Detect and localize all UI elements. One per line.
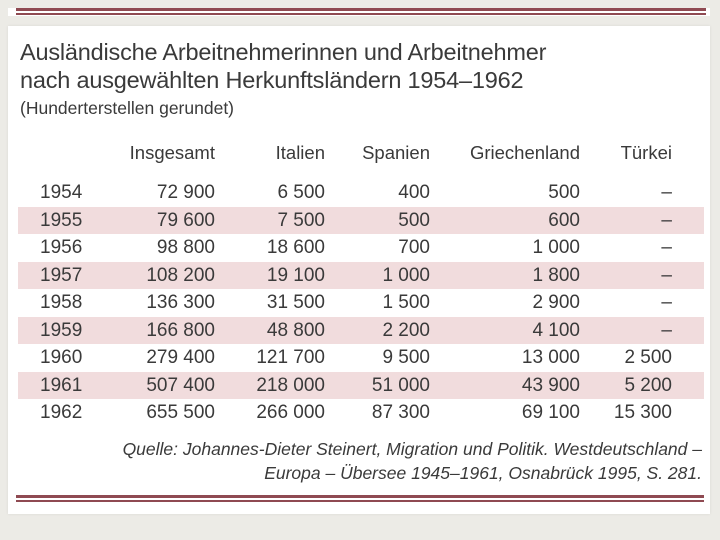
year-cell: 1957 [40,264,83,286]
italien-cell: 121 700 [256,347,325,368]
insgesamt-cell: 279 400 [146,347,215,368]
source-line-1: Quelle: Johannes-Dieter Steinert, Migration und Politik. Westdeutschland – [122,439,702,459]
insgesamt-cell: 108 200 [146,264,215,286]
top-rule [8,8,710,16]
insgesamt-cell: 507 400 [146,374,215,396]
year-cell: 1959 [40,319,83,341]
table-body [0,179,720,427]
griechenland-cell: 500 [548,182,580,203]
row-shading [18,317,704,345]
row-shading [18,372,704,400]
tuerkei-cell: 5 200 [624,374,672,396]
table-row [0,399,720,427]
spanien-cell: 51 000 [371,374,430,396]
spanien-cell: 700 [398,237,430,258]
bottom-rule [16,495,704,503]
insgesamt-cell: 79 600 [156,209,215,231]
insgesamt-cell: 655 500 [146,402,215,423]
tuerkei-cell: – [661,264,672,286]
title-line-2: nach ausgewählten Herkunftsländern 1954–1962 [20,67,524,93]
griechenland-cell: 43 900 [521,374,580,396]
year-cell: 1962 [40,402,83,423]
title-line-1: Ausländische Arbeitnehmerinnen und Arbeitnehmer [20,39,547,65]
table-row [0,372,720,400]
insgesamt-cell: 166 800 [146,319,215,341]
tuerkei-cell: 2 500 [624,347,672,368]
table-row [0,262,720,290]
griechenland-cell: 2 900 [532,292,580,313]
table-row [0,289,720,317]
column-header-insgesamt: Insgesamt [129,142,215,163]
insgesamt-cell: 136 300 [146,292,215,313]
table-row [0,207,720,235]
spanien-cell: 1 000 [382,264,430,286]
griechenland-cell: 1 000 [532,237,580,258]
tuerkei-cell: – [661,182,672,203]
spanien-cell: 9 500 [382,347,430,368]
insgesamt-cell: 98 800 [156,237,215,258]
table-row [0,234,720,262]
spanien-cell: 2 200 [382,319,430,341]
tuerkei-cell: – [661,319,672,341]
table-row [0,317,720,345]
spanien-cell: 500 [398,209,430,231]
column-header-italien: Italien [275,142,325,163]
griechenland-cell: 1 800 [532,264,580,286]
year-cell: 1954 [40,182,83,203]
column-header-griechenland: Griechenland [469,142,580,163]
spanien-cell: 1 500 [382,292,430,313]
italien-cell: 19 100 [266,264,325,286]
table-row [0,179,720,207]
italien-cell: 266 000 [256,402,325,423]
italien-cell: 18 600 [266,237,325,258]
source-note [82,437,702,485]
tuerkei-cell: – [661,237,672,258]
year-cell: 1960 [40,347,83,368]
table-title [20,38,546,94]
tuerkei-cell: – [661,209,672,231]
row-shading [18,207,704,235]
table-row [0,344,720,372]
column-header-spanien: Spanien [362,142,430,163]
italien-cell: 218 000 [256,374,325,396]
tuerkei-cell: 15 300 [613,402,672,423]
year-cell: 1958 [40,292,83,313]
table-subtitle: (Hunderterstellen gerundet) [20,98,235,118]
insgesamt-cell: 72 900 [156,182,215,203]
year-cell: 1961 [40,374,83,396]
column-header-tuerkei: Türkei [620,142,672,163]
spanien-cell: 400 [398,182,430,203]
tuerkei-cell: – [661,292,672,313]
source-line-2: Europa – Übersee 1945–1961, Osnabrück 1995, S. 281. [264,463,702,483]
italien-cell: 7 500 [277,209,325,231]
italien-cell: 48 800 [266,319,325,341]
italien-cell: 6 500 [277,182,325,203]
italien-cell: 31 500 [266,292,325,313]
griechenland-cell: 4 100 [532,319,580,341]
row-shading [18,262,704,290]
table-header-row [0,141,720,165]
griechenland-cell: 13 000 [521,347,580,368]
year-cell: 1955 [40,209,83,231]
griechenland-cell: 600 [548,209,580,231]
griechenland-cell: 69 100 [521,402,580,423]
spanien-cell: 87 300 [371,402,430,423]
year-cell: 1956 [40,237,83,258]
